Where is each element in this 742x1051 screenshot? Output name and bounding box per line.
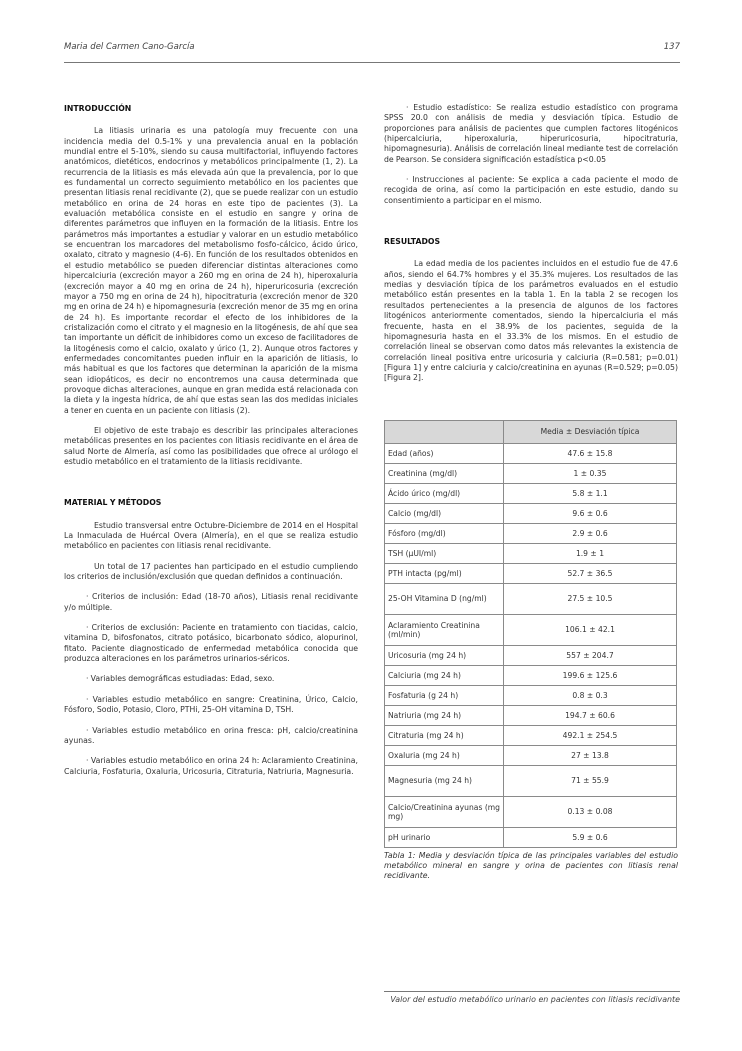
results-paragraph: La edad media de los pacientes incluidos en el estudio fue de 47.6 años, siendo el 64.7% hombres y el 35.3% mujeres. Los resultados de las medias y desviación típica de los parámetros evaluados en el estudio metabólico están presentes en la tabla 1. En la tabla 2 se recogen los resultados pertenecientes a la presencia de algunos de los factores litogénicos anteriormente comentados, siendo la hipercalciuria el más frecuente, hasta en el 38.9% de los pacientes, seguida de la hipomagnesuria hasta en el 33.3% de los mismos. En el estudio de correlación lineal se observan como datos más relevantes la existencia de correlación lineal positiva entre uricosuria y calciuria (R=0.581; p=0.01) [Figura 1] y entre calciuria y calcio/creatinina en ayunas (R=0.529; p=0.05) [Figura 2]. (384, 259, 678, 383)
table-row-value: 106.1 ± 42.1 (504, 614, 677, 645)
table-row (385, 463, 677, 483)
table-row-label: Calcio/Creatinina ayunas (mg mg) (385, 796, 504, 827)
table-row-label: Aclaramiento Creatinina (ml/min) (385, 614, 504, 645)
table-row (385, 705, 677, 725)
table-row-value: 71 ± 55.9 (504, 765, 677, 796)
results-heading: RESULTADOS (384, 237, 441, 247)
table-row-value: 27 ± 13.8 (504, 745, 677, 765)
table-row-value: 47.6 ± 15.8 (504, 443, 677, 463)
table-row-value: 5.9 ± 0.6 (504, 827, 677, 847)
table-row-label: Fósforo (mg/dl) (385, 523, 504, 543)
table-row-label: Magnesuria (mg 24 h) (385, 765, 504, 796)
table-row-value: 9.6 ± 0.6 (504, 503, 677, 523)
table-row-label: Edad (años) (385, 443, 504, 463)
table-header-blank (385, 420, 504, 443)
table-caption: Tabla 1: Media y desviación típica de las principales variables del estudio metabólico mineral en sangre y orina de pacientes con litiasis renal recidivante. (384, 850, 678, 880)
running-header-author: Maria del Carmen Cano-García (64, 42, 195, 52)
methods-heading: MATERIAL Y MÉTODOS (64, 498, 162, 508)
table-row-value: 1 ± 0.35 (504, 463, 677, 483)
blood-variables: · Variables estudio metabólico en sangre: Creatinina, Úrico, Calcio, Fósforo, Sodio, Potasio, Cloro, PTHi, 25-OH vitamina D, TSH. (64, 694, 358, 715)
table-row (385, 443, 677, 463)
table-row-label: Citraturia (mg 24 h) (385, 725, 504, 745)
table-body (385, 443, 677, 847)
fresh-urine-variables: · Variables estudio metabólico en orina fresca: pH, calcio/creatinina ayunas. (64, 725, 358, 745)
table-row-label: Creatinina (mg/dl) (385, 463, 504, 483)
table-row (385, 745, 677, 765)
footer-rule (384, 991, 680, 992)
table-row-value: 492.1 ± 254.5 (504, 725, 677, 745)
table-row-label: 25-OH Vitamina D (ng/ml) (385, 583, 504, 614)
table-row (385, 563, 677, 583)
table-row-value: 0.13 ± 0.08 (504, 796, 677, 827)
table-row-label: Ácido úrico (mg/dl) (385, 483, 504, 503)
page-number: 137 (663, 42, 680, 52)
table-row (385, 827, 677, 847)
introduction-paragraph-2: El objetivo de este trabajo es describir las principales alteraciones metabólicas presentes en los pacientes con litiasis recidivante en el área de salud Norte de Almería, así como las posibilidades que ofrece al urólogo el estudio metabólico en el tratamiento de la litiasis recidivante. (64, 425, 358, 466)
table-row (385, 665, 677, 685)
table-row-value: 194.7 ± 60.6 (504, 705, 677, 725)
table-row (385, 614, 677, 645)
table-row (385, 645, 677, 665)
statistics-paragraph: · Estudio estadístico: Se realiza estudio estadístico con programa SPSS 20.0 con análisis de media y desviación típica. Estudio de proporciones para análisis de pacientes que cumplen factores litogénicos (hipercalciuria, hiperoxaluria, hiperuricosuria, hipocitraturia, hipomagnesuria). Análisis de correlación lineal mediante test de correlación de Pearson. Se considera significación estadística p<0.05 (384, 103, 678, 164)
inclusion-criteria: · Criterios de inclusión: Edad (18-70 años), Litiasis renal recidivante y/o múltiple. (64, 592, 358, 612)
table-row-value: 1.9 ± 1 (504, 543, 677, 563)
table-row-label: PTH intacta (pg/ml) (385, 563, 504, 583)
patient-instructions-paragraph: · Instrucciones al paciente: Se explica a cada paciente el modo de recogida de orina, así como la participación en este estudio, dando su consentimiento a participar en el mismo. (384, 175, 678, 205)
table-row-value: 5.8 ± 1.1 (504, 483, 677, 503)
table-row-label: pH urinario (385, 827, 504, 847)
methods-paragraph-1: Estudio transversal entre Octubre-Diciembre de 2014 en el Hospital La Inmaculada de Huércal Overa (Almería), en el que se realiza estudio metabólico en pacientes con litiasis renal recidivante. (64, 520, 358, 551)
results-table (384, 420, 677, 848)
table-row (385, 523, 677, 543)
table-row (385, 725, 677, 745)
demographic-variables: · Variables demográficas estudiadas: Edad, sexo. (86, 674, 275, 684)
introduction-heading: INTRODUCCIÓN (64, 104, 132, 113)
table-header-row (385, 420, 677, 443)
table-row-label: Uricosuria (mg 24 h) (385, 645, 504, 665)
table-row-value: 52.7 ± 36.5 (504, 563, 677, 583)
table-row-value: 2.9 ± 0.6 (504, 523, 677, 543)
table-row-label: Calcio (mg/dl) (385, 503, 504, 523)
table-row-label: Oxaluria (mg 24 h) (385, 745, 504, 765)
table-row (385, 583, 677, 614)
exclusion-criteria: · Criterios de exclusión: Paciente en tratamiento con tiacidas, calcio, vitamina D, bifosfonatos, citrato potásico, bicarbonato sódico, alopurinol, fitato. Paciente diagnosticado de enfermedad metabólica conocida que produzca alteraciones en los parámetros urinarios-séricos. (64, 623, 358, 664)
header-rule (64, 62, 680, 63)
table-row (385, 796, 677, 827)
running-footer: Valor del estudio metabólico urinario en pacientes con litiasis recidivante (390, 995, 680, 1004)
table-row-value: 199.6 ± 125.6 (504, 665, 677, 685)
table-row-label: TSH (µUI/ml) (385, 543, 504, 563)
table-row-value: 0.8 ± 0.3 (504, 685, 677, 705)
left-column (64, 96, 358, 777)
24h-urine-variables: · Variables estudio metabólico en orina 24 h: Aclaramiento Creatinina, Calciuria, Fosfaturia, Oxaluria, Uricosuria, Citraturia, Natriuria, Magnesuria. (64, 756, 358, 776)
table-row (385, 685, 677, 705)
table-row (385, 483, 677, 503)
table-header-value: Media ± Desviación típica (504, 420, 677, 443)
table-row (385, 765, 677, 796)
table-row-label: Fosfaturia (g 24 h) (385, 685, 504, 705)
right-column (384, 96, 678, 881)
table-row-label: Natriuria (mg 24 h) (385, 705, 504, 725)
introduction-paragraph-1: La litiasis urinaria es una patología muy frecuente con una incidencia media del 0.5-1% y una prevalencia anual en la población mundial entre el 5-10%, siendo su causa multifactorial, influyendo factores anatómicos, dietéticos, endocrinos y metabólicos principalmente (1, 2). La recurrencia de la litiasis es más elevada aún que la prevalencia, por lo que es fundamental un correcto seguimiento metabólico en los pacientes que presentan litiasis renal recidivante (2), que se puede realizar con un estudio metabólico en orina de 24 horas en este tipo de pacientes (3). La evaluación metabólica consiste en el estudio en sangre y orina de diferentes parámetros que influyen en la formación de la litiasis. Entre los parámetros más importantes a estudiar y valorar en un estudio metabólico se encuentran los marcadores del metabolismo fosfo-cálcico, ácido úrico, oxalato, citrato y magnesio (4-6). En función de los resultados obtenidos en el estudio metabólico se pueden diferenciar distintas alteraciones como hipercalciuria (excreción mayor a 260 mg en orina de 24 h), hiperoxaluria (excreción mayor a 40 mg en orina de 24 h), hiperuricosuria (excreción mayor a 750 mg en orina de 24 h), hipocitraturia (excreción menor de 320 mg en orina de 24 h) e hipomagnesuria (excreción menor de 35 mg en orina de 24 h). Es importante recordar el efecto de los inhibidores de la cristalización como el citrato y el magnesio en la litogénesis, de ahí que sea tan importante un déficit de inhibidores como un exceso de facilitadores de la litogénesis como el calcio, oxalato y úrico (1, 2). Aunque otros factores y enfermedades concomitantes pueden influir en la aparición de litiasis, lo más habitual es que los factores que determinan la aparición de la misma sean idiopáticos, es decir no encontremos una causa determinada que provoque dichas alteraciones, aunque en gran medida está relacionada con la dieta y la ingesta hídrica, de ahí que estas sean las dos medidas iniciales a tener en cuenta en un paciente con litiasis (2). (64, 126, 358, 415)
table-row (385, 543, 677, 563)
methods-paragraph-2: Un total de 17 pacientes han participado en el estudio cumpliendo los criterios de inclusión/exclusión que quedan definidos a continuación. (64, 561, 358, 582)
table-row-value: 557 ± 204.7 (504, 645, 677, 665)
table-row-value: 27.5 ± 10.5 (504, 583, 677, 614)
table-row (385, 503, 677, 523)
table-row-label: Calciuria (mg 24 h) (385, 665, 504, 685)
